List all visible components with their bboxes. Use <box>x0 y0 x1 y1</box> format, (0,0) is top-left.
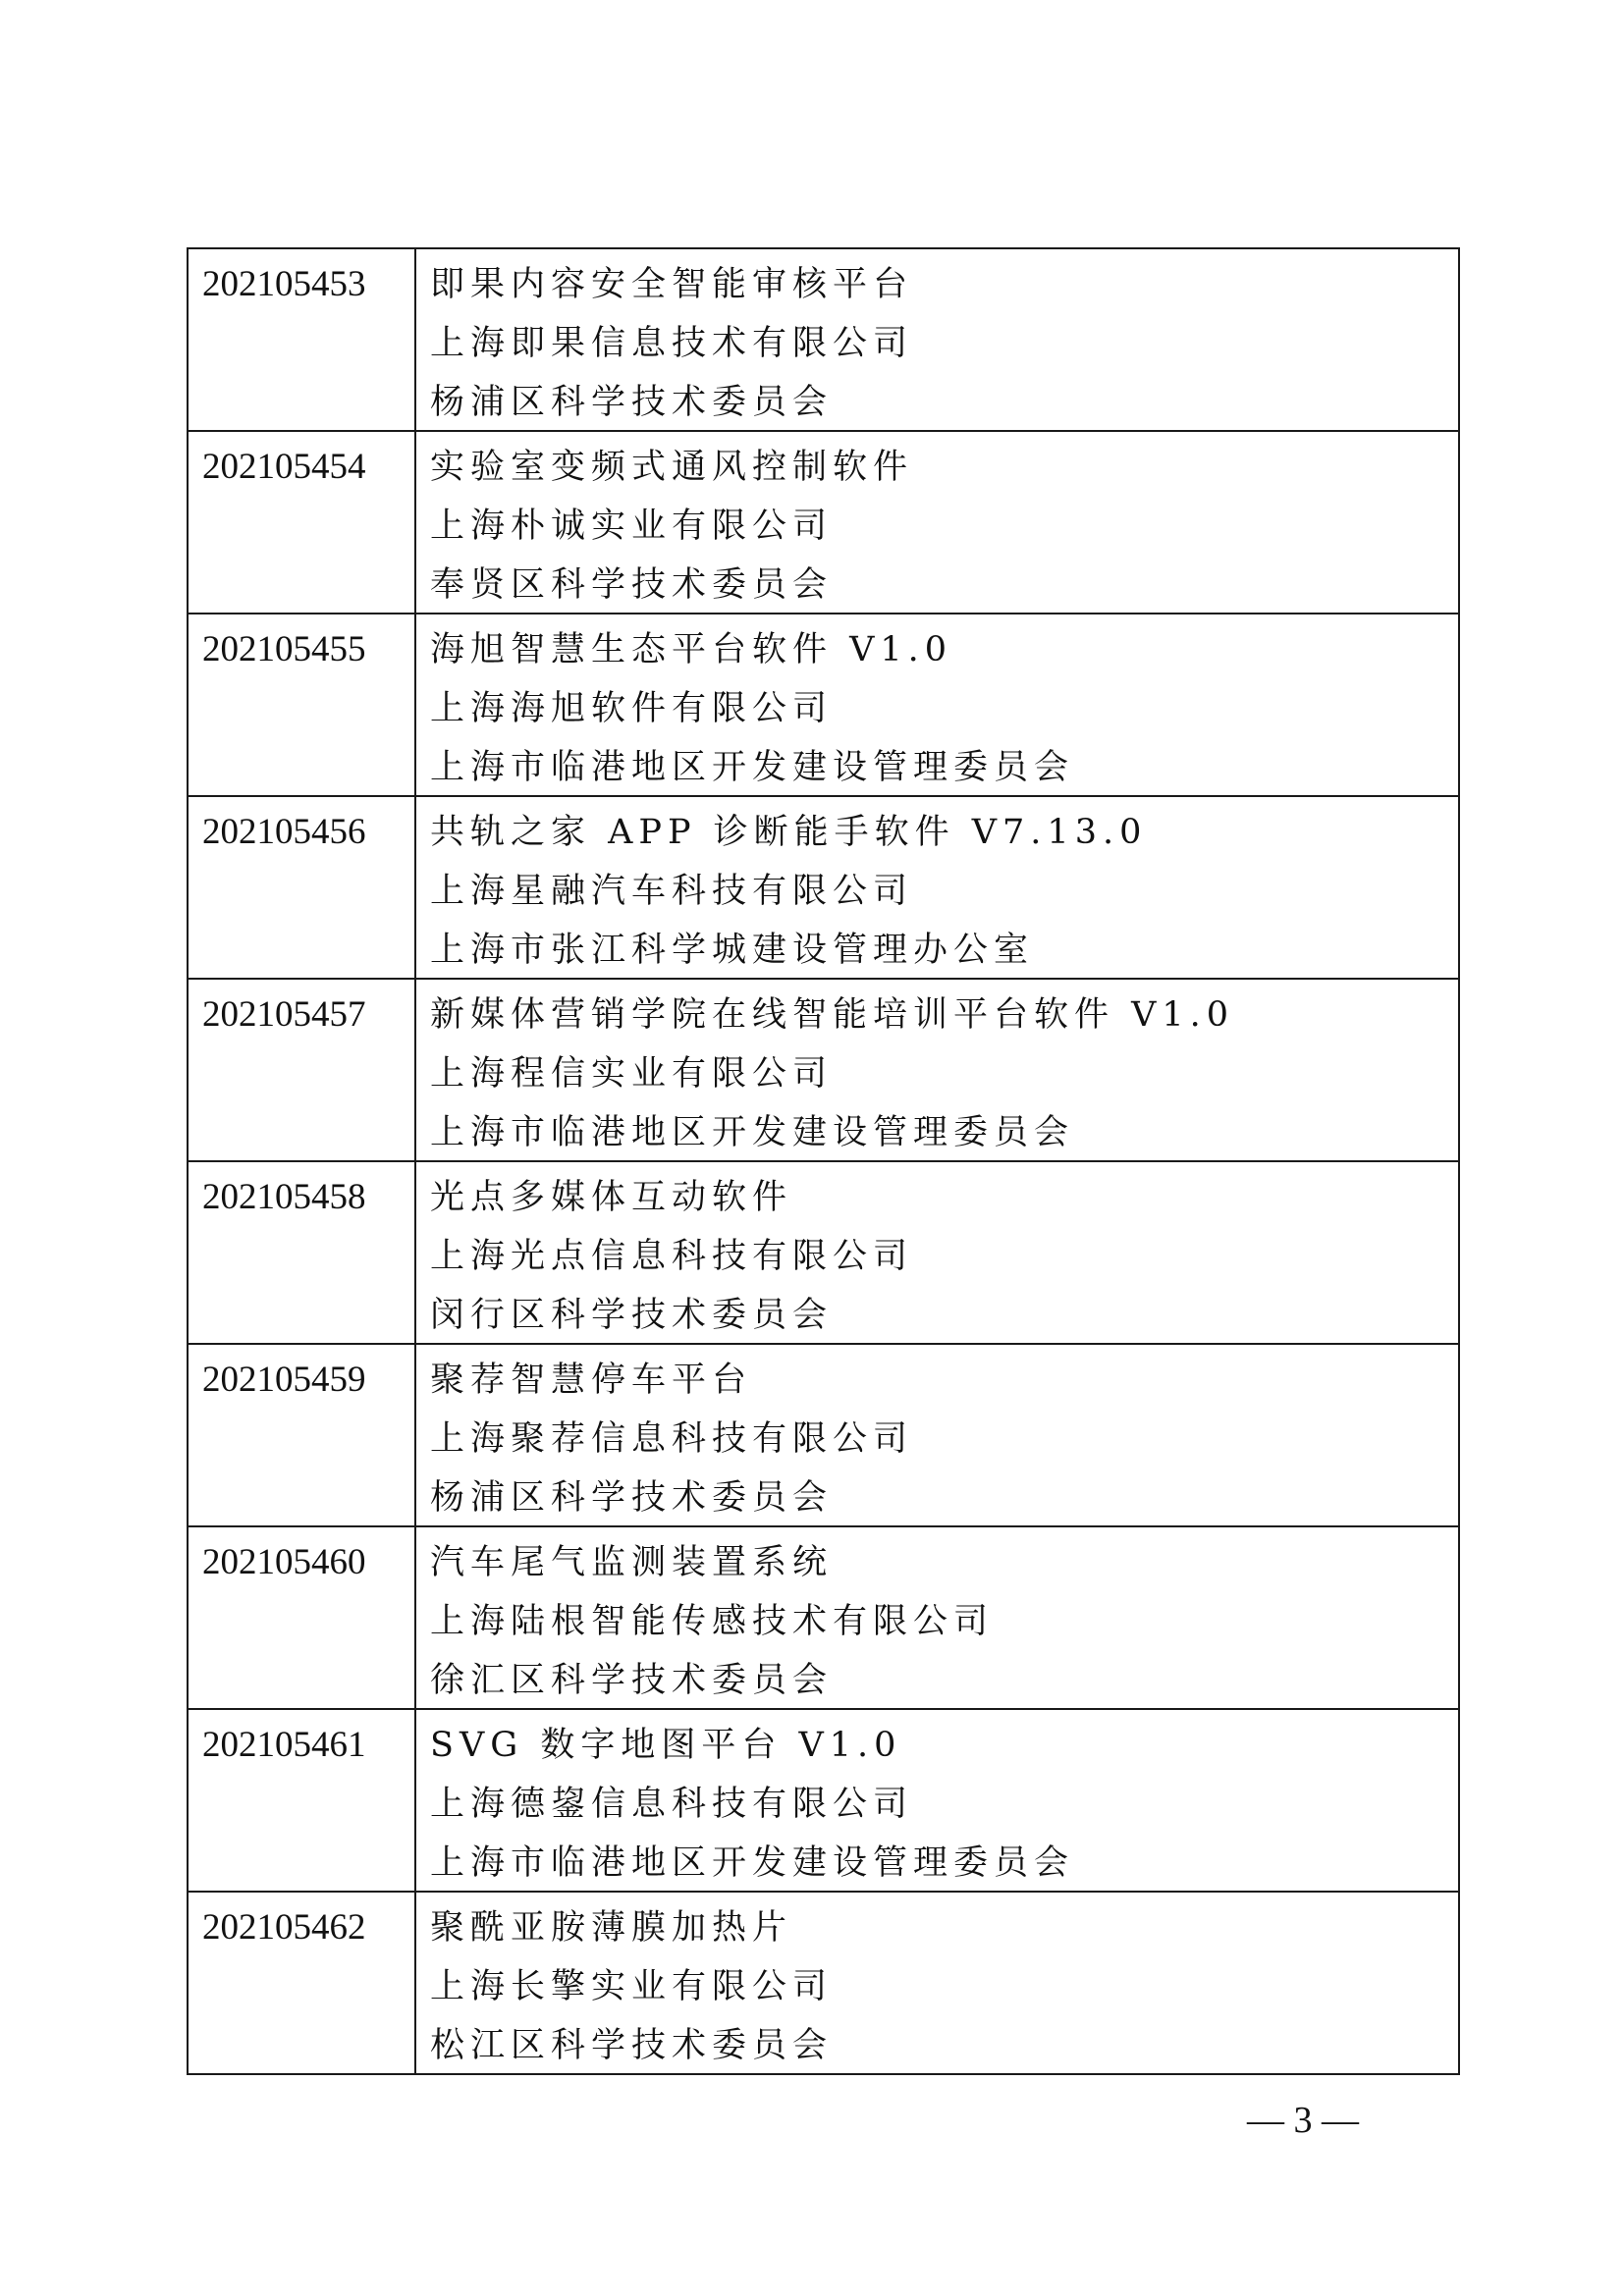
authority-name: 徐汇区科学技术委员会 <box>430 1661 834 1700</box>
authority-name: 上海市临港地区开发建设管理委员会 <box>430 1843 1075 1883</box>
page-number: — 3 — <box>1247 2100 1359 2141</box>
record-number-cell <box>188 1344 415 1526</box>
record-number: 202105460 <box>202 1542 366 1582</box>
record-number: 202105462 <box>202 1907 366 1948</box>
company-name: 上海即果信息技术有限公司 <box>430 324 914 363</box>
record-number-cell <box>188 796 415 979</box>
project-name: 聚酰亚胺薄膜加热片 <box>430 1908 793 1948</box>
record-details-cell <box>415 614 1459 796</box>
record-details-cell <box>415 1344 1459 1526</box>
table-row <box>188 248 1459 431</box>
record-number: 202105459 <box>202 1360 366 1400</box>
project-name: 实验室变频式通风控制软件 <box>430 448 914 487</box>
records-table-body <box>188 248 1459 2074</box>
project-name: 聚荐智慧停车平台 <box>430 1361 753 1400</box>
company-name: 上海星融汽车科技有限公司 <box>430 872 914 911</box>
record-number-cell <box>188 979 415 1161</box>
authority-name: 杨浦区科学技术委员会 <box>430 1478 834 1518</box>
project-name: 光点多媒体互动软件 <box>430 1178 793 1217</box>
authority-name: 松江区科学技术委员会 <box>430 2026 834 2065</box>
record-number-cell <box>188 1709 415 1892</box>
table-row <box>188 1344 1459 1526</box>
records-table <box>187 247 1460 2075</box>
table-row <box>188 979 1459 1161</box>
record-details-cell <box>415 979 1459 1161</box>
record-number: 202105453 <box>202 264 366 304</box>
table-row <box>188 1892 1459 2074</box>
table-row <box>188 431 1459 614</box>
project-name: 汽车尾气监测装置系统 <box>430 1543 834 1582</box>
record-details-cell <box>415 248 1459 431</box>
authority-name: 奉贤区科学技术委员会 <box>430 565 834 605</box>
project-name: 海旭智慧生态平台软件 V1.0 <box>430 630 953 669</box>
project-name: SVG 数字地图平台 V1.0 <box>430 1726 902 1765</box>
company-name: 上海长擎实业有限公司 <box>430 1967 834 2006</box>
project-name: 即果内容安全智能审核平台 <box>430 265 914 304</box>
record-details-cell <box>415 796 1459 979</box>
record-details-cell <box>415 431 1459 614</box>
table-row <box>188 1161 1459 1344</box>
authority-name: 闵行区科学技术委员会 <box>430 1296 834 1335</box>
record-number-cell <box>188 248 415 431</box>
authority-name: 上海市张江科学城建设管理办公室 <box>430 931 1035 970</box>
record-number: 202105457 <box>202 994 366 1035</box>
table-row <box>188 1526 1459 1709</box>
record-number: 202105456 <box>202 812 366 852</box>
company-name: 上海朴诚实业有限公司 <box>430 507 834 546</box>
company-name: 上海德鋆信息科技有限公司 <box>430 1785 914 1824</box>
authority-name: 上海市临港地区开发建设管理委员会 <box>430 1113 1075 1152</box>
authority-name: 杨浦区科学技术委员会 <box>430 383 834 422</box>
record-number: 202105454 <box>202 447 366 487</box>
company-name: 上海聚荐信息科技有限公司 <box>430 1419 914 1459</box>
company-name: 上海光点信息科技有限公司 <box>430 1237 914 1276</box>
record-details-cell <box>415 1892 1459 2074</box>
project-name: 新媒体营销学院在线智能培训平台软件 V1.0 <box>430 995 1235 1035</box>
record-number-cell <box>188 1892 415 2074</box>
table-row <box>188 1709 1459 1892</box>
authority-name: 上海市临港地区开发建设管理委员会 <box>430 748 1075 787</box>
record-number-cell <box>188 614 415 796</box>
company-name: 上海陆根智能传感技术有限公司 <box>430 1602 995 1641</box>
project-name: 共轨之家 APP 诊断能手软件 V7.13.0 <box>430 813 1148 852</box>
record-number: 202105458 <box>202 1177 366 1217</box>
record-details-cell <box>415 1709 1459 1892</box>
table-row <box>188 796 1459 979</box>
company-name: 上海海旭软件有限公司 <box>430 689 834 728</box>
table-row <box>188 614 1459 796</box>
record-number-cell <box>188 1161 415 1344</box>
record-details-cell <box>415 1161 1459 1344</box>
record-number-cell <box>188 1526 415 1709</box>
record-details-cell <box>415 1526 1459 1709</box>
company-name: 上海程信实业有限公司 <box>430 1054 834 1094</box>
record-number: 202105455 <box>202 629 366 669</box>
record-number: 202105461 <box>202 1725 366 1765</box>
record-number-cell <box>188 431 415 614</box>
